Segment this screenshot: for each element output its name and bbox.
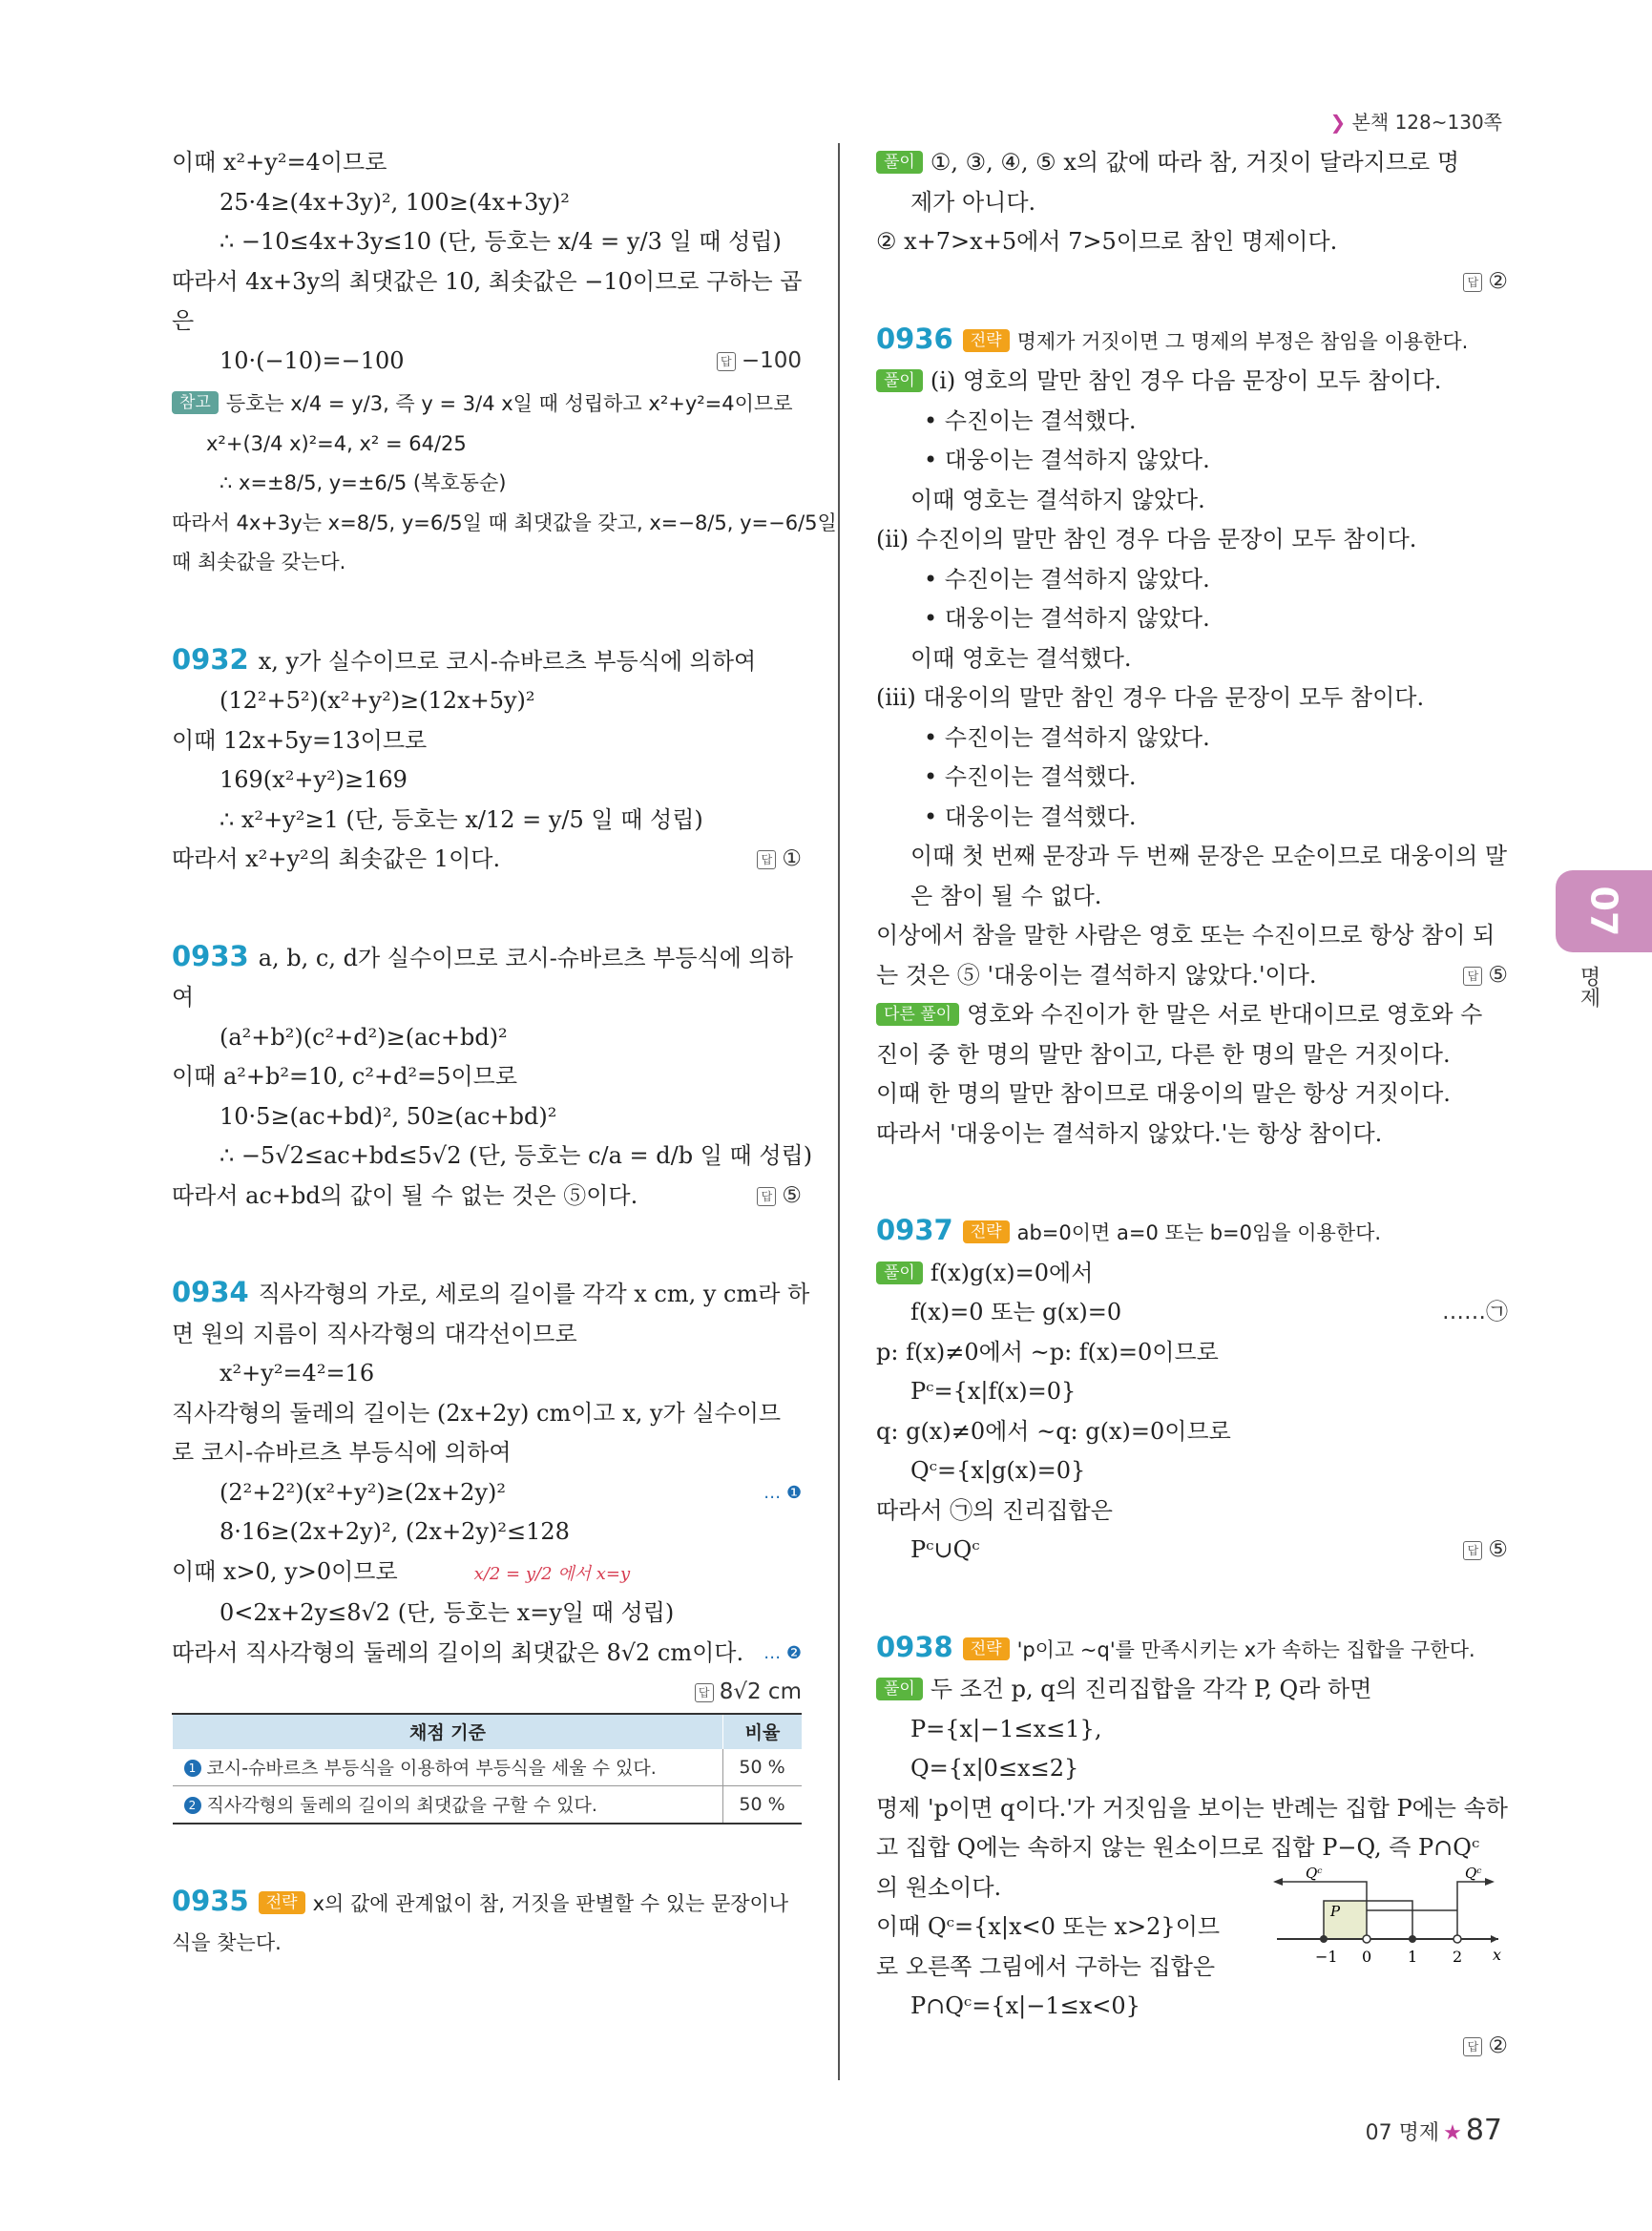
annotation-note: x/2 = y/2 에서 x=y (473, 1563, 631, 1584)
text-line (876, 1628, 1508, 1671)
problem-number: 0934 (172, 1276, 249, 1308)
strategy-tag: 전략 (259, 1891, 305, 1914)
text-line (172, 385, 802, 425)
text-line: f(x)=0 또는 g(x)=0 (910, 1299, 1122, 1325)
text-line: 명제 'p이면 q이다.'가 거짓임을 보이는 반례는 집합 P에는 속하 (876, 1794, 1508, 1822)
text-line: 10·(−10)=−100 (220, 346, 405, 374)
text-line: ∴ −5√2≤ac+bd≤5√2 (단, 등호는 c/a = d/b 일 때 성립) (220, 1142, 813, 1169)
note-line: x²+(3/4 x)²=4, x² = 64/25 (206, 431, 467, 455)
point-two (1453, 1935, 1461, 1943)
strategy-tag: 전략 (963, 1220, 1010, 1243)
footer-chapter: 07 명제 (1365, 2121, 1440, 2145)
spacer (172, 1216, 802, 1273)
text-line: 직사각형의 가로, 세로의 길이를 각각 x cm, y cm라 하 (258, 1281, 810, 1307)
answer-value: ① (782, 846, 802, 871)
text-line: 이때 Qᶜ={x|x<0 또는 x>2}이므 (876, 1913, 1221, 1940)
text-line (876, 320, 1508, 363)
text-line: • 수진이는 결석했다. (924, 763, 1137, 790)
text-line (172, 342, 802, 382)
text-line: • 대웅이는 결석하지 않았다. (924, 605, 1210, 632)
answer (1463, 956, 1508, 996)
text-line: 이때 12x+5y=13이므로 (172, 726, 428, 754)
text-line: Pᶜ∪Qᶜ (910, 1536, 980, 1563)
text-line: ∴ x²+y²≥1 (단, 등호는 x/12 = y/5 일 때 성립) (220, 805, 703, 833)
problem-number: 0938 (876, 1630, 953, 1663)
point-minus-one (1320, 1935, 1328, 1943)
text-line: p: f(x)≠0에서 ~p: f(x)=0이므로 (876, 1338, 1219, 1366)
qc-label: Qᶜ (1306, 1866, 1323, 1882)
text-line (876, 1293, 1508, 1333)
text-line: 은 참이 될 수 없다. (910, 882, 1102, 909)
text-line: • 수진이는 결석하지 않았다. (924, 723, 1210, 751)
text-line: 면 원의 지름이 직사각형의 대각선이므로 (172, 1320, 577, 1347)
chapter-name: 명제 (1577, 966, 1600, 1008)
step-marker-2: … ❷ (763, 1642, 802, 1663)
step-number-icon: 1 (184, 1760, 201, 1777)
answer (717, 342, 802, 382)
table-row (173, 1785, 803, 1824)
text-line: 로 오른쪽 그림에서 구하는 집합은 (876, 1952, 1216, 1980)
text-line: x²+y²=4²=16 (220, 1360, 375, 1387)
spacer (172, 880, 802, 937)
text-line (876, 995, 1508, 1035)
problem-0938 (876, 1628, 1508, 2058)
solution-0935 (876, 143, 1508, 294)
text-line: 따라서 x²+y²의 최솟값은 1이다. (172, 845, 501, 872)
table-cell (173, 1749, 723, 1786)
answer-value: ⑤ (1488, 962, 1508, 988)
text-line: 따라서 '대웅이는 결석하지 않았다.'는 항상 참이다. (876, 1119, 1383, 1147)
text-line: 제가 아니다. (910, 188, 1036, 216)
answer (757, 1177, 802, 1217)
text-line: 영호와 수진이가 한 말은 서로 반대이므로 영호와 수 (967, 1001, 1483, 1028)
chapter-number: 07 (1582, 886, 1625, 937)
answer-value: ② (1488, 268, 1508, 294)
answer-icon: 답 (1463, 273, 1482, 292)
note-line: ∴ x=±8/5, y=±6/5 (복호동순) (220, 471, 507, 494)
answer (1463, 262, 1508, 302)
note-tag: 참고 (172, 391, 219, 414)
text-line: (2²+2²)(x²+y²)≥(2x+2y)² (220, 1478, 506, 1506)
page-footer (1366, 2114, 1502, 2147)
text-line: 169(x²+y²)≥169 (220, 766, 408, 793)
table-cell: 50 % (723, 1749, 803, 1786)
table-row (173, 1749, 803, 1786)
text-line: ∴ −10≤4x+3y≤10 (단, 등호는 x/4 = y/3 일 때 성립) (220, 228, 782, 255)
page-number: 87 (1465, 2114, 1502, 2147)
text-line (172, 640, 802, 682)
text-line: a, b, c, d가 실수이므로 코시-슈바르츠 부등식에 의하 (258, 944, 793, 971)
table-cell: 50 % (723, 1785, 803, 1824)
text-line: 은 (172, 307, 195, 334)
table-header: 채점 기준 (173, 1714, 723, 1749)
text-line: 이때 x>0, y>0이므로 (172, 1557, 398, 1585)
text-line: 이때 a²+b²=10, c²+d²=5이므로 (172, 1063, 518, 1090)
point-one (1409, 1935, 1416, 1943)
text-line: 진이 중 한 명의 말만 참이고, 다른 한 명의 말은 거짓이다. (876, 1040, 1451, 1068)
left-arrow-icon (1273, 1878, 1283, 1886)
answer-icon: 답 (757, 1187, 776, 1206)
text-line: 이상에서 참을 말한 사람은 영호 또는 수진이므로 항상 참이 되 (876, 922, 1495, 949)
text-line: 따라서 ac+bd의 값이 될 수 없는 것은 ⑤이다. (172, 1181, 638, 1209)
text-line: 이때 영호는 결석하지 않았다. (910, 486, 1205, 513)
spacer (876, 1571, 1508, 1628)
answer-icon: 답 (1463, 967, 1482, 986)
strategy-tag: 전략 (963, 329, 1010, 352)
qc-label: Qᶜ (1465, 1866, 1482, 1882)
text-line: 의 원소이다. (876, 1873, 1002, 1901)
text-line: P∩Qᶜ={x|−1≤x<0} (910, 1992, 1140, 2019)
text-line: x, y가 실수이므로 코시-슈바르츠 부등식에 의하여 (258, 647, 757, 675)
answer-value: ⑤ (1488, 1537, 1508, 1562)
chapter-tab (1556, 870, 1652, 952)
problem-0936 (876, 320, 1508, 1155)
right-arrow-icon (1485, 1878, 1495, 1886)
note-line: 등호는 x/4 = y/3, 즉 y = 3/4 x일 때 성립하고 x²+y²=4이므로 (225, 392, 793, 415)
column-divider (838, 143, 840, 2080)
scoring-criteria-table (172, 1713, 802, 1824)
spacer (876, 262, 1508, 320)
solution-tag: 풀이 (876, 369, 923, 392)
continued-solution (172, 143, 837, 583)
answer-icon: 답 (1463, 2037, 1482, 2056)
equation-marker: ……㉠ (1442, 1300, 1508, 1324)
axis-arrow-icon (1491, 1935, 1498, 1943)
answer-icon: 답 (695, 1683, 714, 1702)
text-line: Qᶜ={x|g(x)=0} (910, 1457, 1086, 1484)
tick-label: 1 (1408, 1947, 1418, 1966)
spacer (876, 1154, 1508, 1211)
text-line (172, 1882, 802, 1925)
spacer (172, 1824, 802, 1882)
solution-tag: 풀이 (876, 151, 923, 174)
criteria-item: 직사각형의 둘레의 길이의 최댓값을 구할 수 있다. (206, 1795, 597, 1816)
criteria-item: 코시-슈바르츠 부등식을 이용하여 부등식을 세울 수 있다. (206, 1758, 657, 1779)
answer-value: ⑤ (782, 1182, 802, 1208)
strategy-text: 명제가 거짓이면 그 명제의 부정은 참임을 이용한다. (1016, 329, 1469, 353)
spacer (172, 583, 802, 640)
strategy-tag: 전략 (963, 1637, 1010, 1660)
problem-number: 0937 (876, 1214, 953, 1246)
ref-prefix: 본책 (1351, 111, 1390, 134)
strategy-text: ab=0이면 a=0 또는 b=0임을 이용한다. (1016, 1221, 1382, 1244)
text-line (876, 956, 1508, 996)
step-marker-1: … ❶ (763, 1482, 802, 1503)
problem-number: 0933 (172, 939, 249, 972)
text-line: 로 코시-슈바르츠 부등식에 의하여 (172, 1439, 512, 1466)
problem-number: 0936 (876, 322, 953, 355)
text-line: 고 집합 Q에는 속하지 않는 원소이므로 집합 P−Q, 즉 P∩Qᶜ (876, 1834, 1480, 1861)
problem-number: 0932 (172, 642, 249, 676)
text-line: 따라서 ㉠의 진리집합은 (876, 1496, 1113, 1524)
step-number-icon: 2 (184, 1797, 201, 1814)
text-line: • 수진이는 결석했다. (924, 407, 1137, 434)
text-line (172, 1473, 802, 1513)
text-line: 이때 첫 번째 문장과 두 번째 문장은 모순이므로 대웅이의 말 (910, 843, 1508, 869)
text-line (172, 840, 802, 880)
text-line: • 대웅이는 결석했다. (924, 803, 1137, 830)
qc-right-ray (1457, 1882, 1491, 1939)
answer-icon: 답 (717, 352, 736, 371)
text-line: 이때 영호는 결석했다. (910, 644, 1132, 672)
answer (1463, 2027, 1508, 2067)
text-line (876, 1254, 1508, 1294)
text-line: (a²+b²)(c²+d²)≥(ac+bd)² (220, 1023, 508, 1051)
problem-0934 (172, 1273, 810, 1824)
tick-label: 0 (1362, 1947, 1372, 1966)
text-line (172, 1553, 802, 1595)
axis-label: x (1493, 1945, 1502, 1964)
text-line: q: g(x)≠0에서 ~q: g(x)=0이므로 (876, 1417, 1231, 1445)
text-line: 여 (172, 984, 195, 1011)
text-line: • 대웅이는 결석하지 않았다. (924, 447, 1210, 473)
text-line: ①, ③, ④, ⑤ x의 값에 따라 참, 거짓이 달라지므로 명 (930, 149, 1460, 176)
text-line: ② x+7>x+5에서 7>5이므로 참인 명제이다. (876, 228, 1338, 255)
tick-label: −1 (1315, 1947, 1338, 1966)
text-line: • 수진이는 결석하지 않았다. (924, 565, 1210, 593)
answer-value: ② (1488, 2033, 1508, 2058)
solution-tag: 풀이 (876, 1261, 923, 1284)
text-line: 직사각형의 둘레의 길이는 (2x+2y) cm이고 x, y가 실수이므 (172, 1399, 782, 1427)
tick-label: 2 (1453, 1947, 1463, 1966)
note-line: 때 최솟값을 갖는다. (172, 551, 346, 573)
text-line: (i) 영호의 말만 참인 경우 다음 문장이 모두 참이다. (930, 367, 1442, 394)
text-line: 0<2x+2y≤8√2 (단, 등호는 x=y일 때 성립) (220, 1599, 675, 1626)
text-line (876, 143, 1508, 183)
problem-0937 (876, 1211, 1508, 1571)
text-line: 는 것은 ⑤ '대웅이는 결석하지 않았다.'이다. (876, 961, 1317, 989)
text-line: 따라서 직사각형의 둘레의 길이의 최댓값은 8√2 cm이다. (172, 1638, 744, 1666)
problem-0933 (172, 937, 813, 1217)
answer (757, 840, 802, 880)
text-line: 이때 x²+y²=4이므로 (172, 149, 387, 176)
note-block (172, 385, 837, 583)
text-line: Q={x|0≤x≤2} (910, 1755, 1079, 1782)
text-line: (ii) 수진이의 말만 참인 경우 다음 문장이 모두 참이다. (876, 526, 1417, 553)
answer (695, 1673, 802, 1713)
text-line (876, 1531, 1508, 1571)
text-line: 따라서 4x+3y의 최댓값은 10, 최솟값은 −10이므로 구하는 곱 (172, 267, 803, 295)
page-reference: ❯ 본책 128~130쪽 (1329, 111, 1502, 134)
text-line (172, 937, 802, 979)
ref-pages: 128~130쪽 (1394, 111, 1502, 134)
text-line (172, 1273, 810, 1315)
answer (1463, 1531, 1508, 1571)
text-line: x의 값에 관계없이 참, 거짓을 판별할 수 있는 문장이나 (312, 1891, 789, 1915)
star-icon: ★ (1443, 2121, 1462, 2145)
text-line (876, 362, 1508, 402)
text-line: 식을 찾는다. (172, 1931, 282, 1954)
text-line: 25·4≥(4x+3y)², 100≥(4x+3y)² (220, 188, 570, 216)
text-line (876, 1211, 1508, 1254)
problem-number: 0935 (172, 1884, 249, 1917)
text-line: f(x)g(x)=0에서 (930, 1259, 1094, 1286)
text-line: 10·5≥(ac+bd)², 50≥(ac+bd)² (220, 1102, 557, 1130)
problem-0932 (172, 640, 802, 880)
text-line: 두 조건 p, q의 진리집합을 각각 P, Q라 하면 (930, 1676, 1372, 1702)
table-header: 비율 (723, 1714, 803, 1749)
number-line-diagram (1269, 1866, 1508, 1971)
answer-icon: 답 (1463, 1541, 1482, 1560)
right-column (876, 143, 1508, 2066)
p-label: P (1330, 1902, 1341, 1920)
left-column (172, 143, 837, 1964)
note-line: 따라서 4x+3y는 x=8/5, y=6/5일 때 최댓값을 갖고, x=−8/5, y=−6/5일 (172, 511, 837, 534)
text-line: (iii) 대웅이의 말만 참인 경우 다음 문장이 모두 참이다. (876, 684, 1425, 711)
text-line: Pᶜ={x|f(x)=0} (910, 1378, 1077, 1405)
answer-value: −100 (741, 347, 802, 373)
answer-icon: 답 (757, 850, 776, 869)
table-cell (173, 1785, 723, 1824)
text-line (876, 1670, 1508, 1710)
strategy-text: 'p이고 ~q'를 만족시키는 x가 속하는 집합을 구한다. (1016, 1637, 1475, 1661)
text-line (172, 1634, 802, 1674)
answer-value: 8√2 cm (719, 1679, 802, 1704)
text-line: (12²+5²)(x²+y²)≥(12x+5y)² (220, 687, 535, 714)
text-line (172, 1177, 802, 1217)
problem-0935 (172, 1882, 802, 1964)
text-line: 8·16≥(2x+2y)², (2x+2y)²≤128 (220, 1518, 570, 1545)
text-line: P={x|−1≤x≤1}, (910, 1715, 1102, 1742)
point-zero (1363, 1935, 1370, 1943)
alt-solution-tag: 다른 풀이 (876, 1003, 959, 1026)
solution-tag: 풀이 (876, 1678, 923, 1700)
text-line: 이때 한 명의 말만 참이므로 대웅이의 말은 항상 거짓이다. (876, 1080, 1451, 1107)
